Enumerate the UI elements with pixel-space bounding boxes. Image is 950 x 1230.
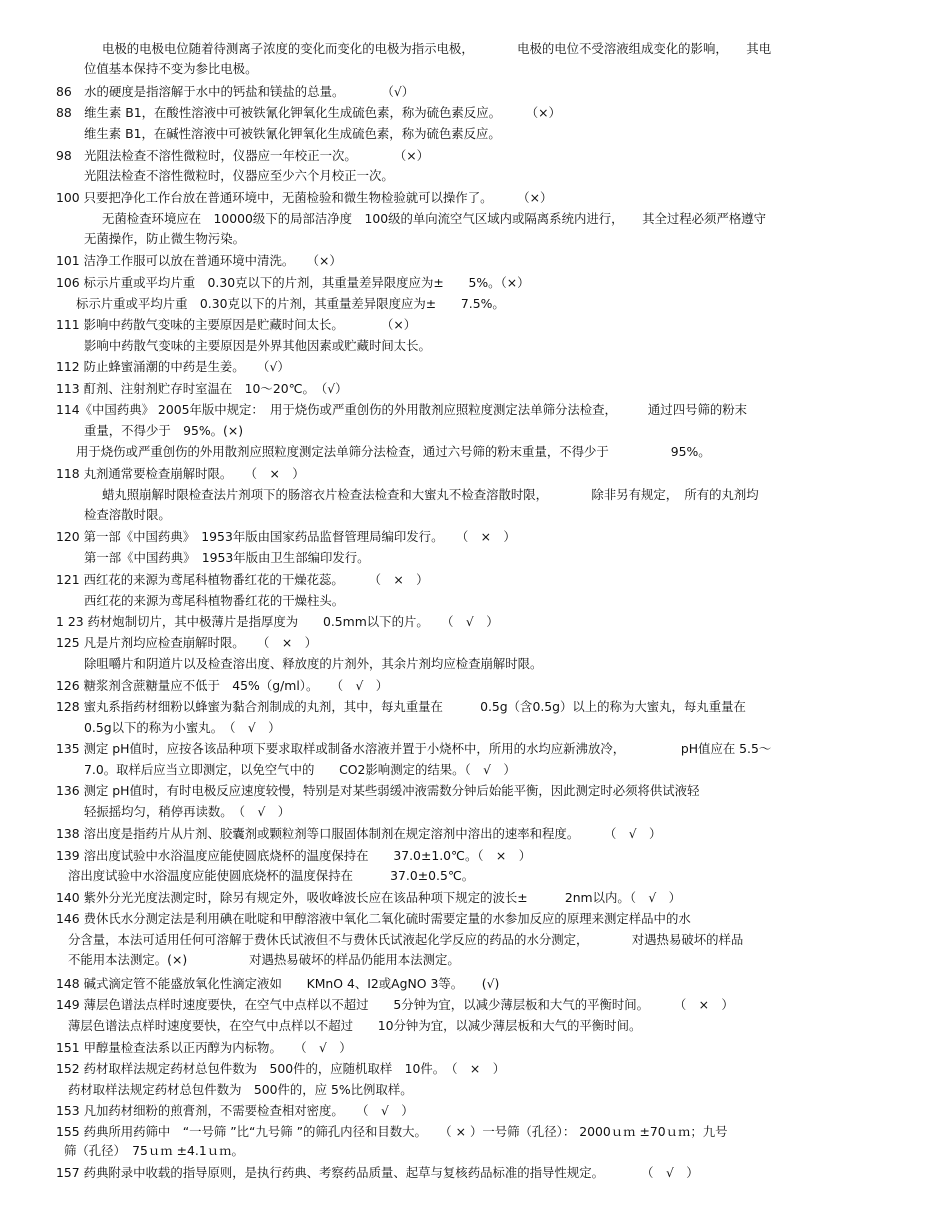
text-line: 146 费休氏水分测定法是利用碘在吡啶和甲醇溶液中氧化二氧化硫时需要定量的水参加反应的原理来测定样品中的水: [56, 911, 691, 926]
text-line: 重量，不得少于 95%。(×): [84, 423, 244, 438]
text-line: 125 凡是片剂均应检查崩解时限。 （ × ）: [56, 635, 317, 650]
text-line: 121 西红花的来源为鸢尾科植物番红花的干燥花蕊。 （ × ）: [56, 572, 429, 587]
text-line: 7.0。取样后应当立即测定，以免空气中的 CO2影响测定的结果。（ √ ）: [84, 762, 516, 777]
text-line: 西红花的来源为鸢尾科植物番红花的干燥柱头。: [84, 593, 345, 608]
text-line: 98 光阻法检查不溶性微粒时，仪器应一年校正一次。 （×）: [56, 148, 430, 163]
text-line: 112 防止蜂蜜涌潮的中药是生姜。 （√）: [56, 359, 290, 374]
text-line: 114《中国药典》 2005年版中规定： 用于烧伤或严重创伤的外用散剂应照粒度测定法单筛分法检查， 通过四号筛的粉末: [56, 402, 748, 417]
text-line: 维生素 B1，在碱性溶液中可被铁氰化钾氧化生成硫色素，称为硫色素反应。: [84, 126, 501, 141]
text-line: 检查溶散时限。: [84, 507, 171, 522]
text-line: 138 溶出度是指药片从片剂、胶囊剂或颗粒剂等口服固体制剂在规定溶剂中溶出的速率和程度。 （ √ ）: [56, 826, 662, 841]
text-line: 光阻法检查不溶性微粒时，仪器应至少六个月校正一次。: [84, 168, 394, 183]
text-line: 不能用本法测定。(×) 对遇热易破坏的样品仍能用本法测定。: [68, 952, 460, 967]
text-line: 影响中药散气变味的主要原因是外界其他因素或贮藏时间太长。: [84, 338, 431, 353]
text-line: 148 碱式滴定管不能盛放氧化性滴定液如 KMnO 4、I2或AgNO 3等。 (√): [56, 976, 500, 991]
text-line: 第一部《中国药典》 1953年版由卫生部编印发行。: [84, 550, 370, 565]
text-line: 轻振摇均匀，稍停再读数。 （ √ ）: [84, 804, 291, 819]
text-line: 139 溶出度试验中水浴温度应能使圆底烧杯的温度保持在 37.0±1.0℃。（ × ）: [56, 848, 532, 863]
text-line: 0.5g以下的称为小蜜丸。 （ √ ）: [84, 720, 281, 735]
text-line: 蜡丸照崩解时限检查法片剂项下的肠溶衣片检查法检查和大蜜丸不检查溶散时限， 除非另有规定， 所有的丸剂均: [102, 487, 759, 502]
text-line: 用于烧伤或严重创伤的外用散剂应照粒度测定法单筛分法检查，通过六号筛的粉末重量，不得少于 95%。: [76, 444, 711, 459]
text-line: 128 蜜丸系指药材细粉以蜂蜜为黏合剂制成的丸剂，其中，每丸重量在 0.5g（含0.5g）以上的称为大蜜丸，每丸重量在: [56, 699, 746, 714]
text-line: 电极的电极电位随着待测离子浓度的变化而变化的电极为指示电极， 电极的电位不受溶液组成变化的影响， 其电: [102, 41, 772, 56]
text-line: 标示片重或平均片重 0.30克以下的片剂，其重量差异限度应为± 7.5%。: [76, 296, 505, 311]
text-line: 分含量，本法可适用任何可溶解于费休氏试液但不与费休氏试液起化学反应的药品的水分测定， 对遇热易破坏的样品: [68, 932, 744, 947]
text-line: 149 薄层色谱法点样时速度要快，在空气中点样以不超过 5分钟为宜，以减少薄层板和大气的平衡时间。 （ × ）: [56, 997, 734, 1012]
text-line: 152 药材取样法规定药材总包件数为 500件的，应随机取样 10件。 （ × ）: [56, 1061, 506, 1076]
text-line: 1 23 药材炮制切片，其中极薄片是指厚度为 0.5mm以下的片。 （ √ ）: [56, 614, 499, 629]
text-line: 溶出度试验中水浴温度应能使圆底烧杯的温度保持在 37.0±0.5℃。: [68, 868, 475, 883]
text-line: 100 只要把净化工作台放在普通环境中，无菌检验和微生物检验就可以操作了。 （×）: [56, 190, 553, 205]
text-line: 135 测定 pH值时，应按各该品种项下要求取样或制备水溶液并置于小烧杯中，所用的水均应新沸放冷， pH值应在 5.5～: [56, 741, 772, 756]
text-line: 111 影响中药散气变味的主要原因是贮藏时间太长。 （×）: [56, 317, 417, 332]
text-line: 120 第一部《中国药典》 1953年版由国家药品监督管理局编印发行。 （ × ）: [56, 529, 516, 544]
text-line: 126 糖浆剂含蔗糖量应不低于 45%（g/ml）。 （ √ ）: [56, 678, 389, 693]
text-line: 155 药典所用药筛中 “一号筛 ”比“九号筛 ”的筛孔内径和目数大。 （ × ）一号筛（孔径）： 2000ｕｍ ±70ｕｍ；九号: [56, 1124, 728, 1139]
text-line: 无菌操作，防止微生物污染。: [84, 231, 246, 246]
text-line: 106 标示片重或平均片重 0.30克以下的片剂，其重量差异限度应为± 5%。（×）: [56, 275, 530, 290]
text-line: 位值基本保持不变为参比电极。: [84, 61, 258, 76]
text-line: 无菌检查环境应在 10000级下的局部洁净度 100级的单向流空气区域内或隔离系统内进行， 其全过程必须严格遵守: [102, 211, 767, 226]
text-line: 157 药典附录中收载的指导原则，是执行药典、考察药品质量、起草与复核药品标准的指导性规定。 （ √ ）: [56, 1165, 699, 1180]
text-line: 薄层色谱法点样时速度要快，在空气中点样以不超过 10分钟为宜，以减少薄层板和大气的平衡时间。: [68, 1018, 642, 1033]
text-line: 除咀嚼片和阴道片以及检查溶出度、释放度的片剂外，其余片剂均应检查崩解时限。: [84, 656, 543, 671]
text-line: 药材取样法规定药材总包件数为 500件的，应 5%比例取样。: [68, 1082, 413, 1097]
text-line: 86 水的硬度是指溶解于水中的钙盐和镁盐的总量。 （√）: [56, 84, 415, 99]
text-line: 140 紫外分光光度法测定时，除另有规定外，吸收峰波长应在该品种项下规定的波长± 2nm以内。（ √ ）: [56, 890, 682, 905]
text-line: 118 丸剂通常要检查崩解时限。 （ × ）: [56, 466, 305, 481]
text-line: 101 洁净工作服可以放在普通环境中清洗。 （×）: [56, 253, 342, 268]
text-line: 筛（孔径） 75ｕｍ ±4.1ｕｍ。: [64, 1143, 244, 1158]
text-line: 88 维生素 B1，在酸性溶液中可被铁氰化钾氧化生成硫色素，称为硫色素反应。 （×）: [56, 105, 561, 120]
text-line: 113 酊剂、注射剂贮存时室温在 10～20℃。 （√）: [56, 381, 348, 396]
text-line: 153 凡加药材细粉的煎膏剂，不需要检查相对密度。 （ √ ）: [56, 1103, 414, 1118]
text-line: 136 测定 pH值时，有时电极反应速度较慢，特别是对某些弱缓冲液需数分钟后始能平衡，因此测定时必须将供试液轻: [56, 783, 700, 798]
text-line: 151 甲醇量检查法系以正丙醇为内标物。 （ √ ）: [56, 1040, 352, 1055]
